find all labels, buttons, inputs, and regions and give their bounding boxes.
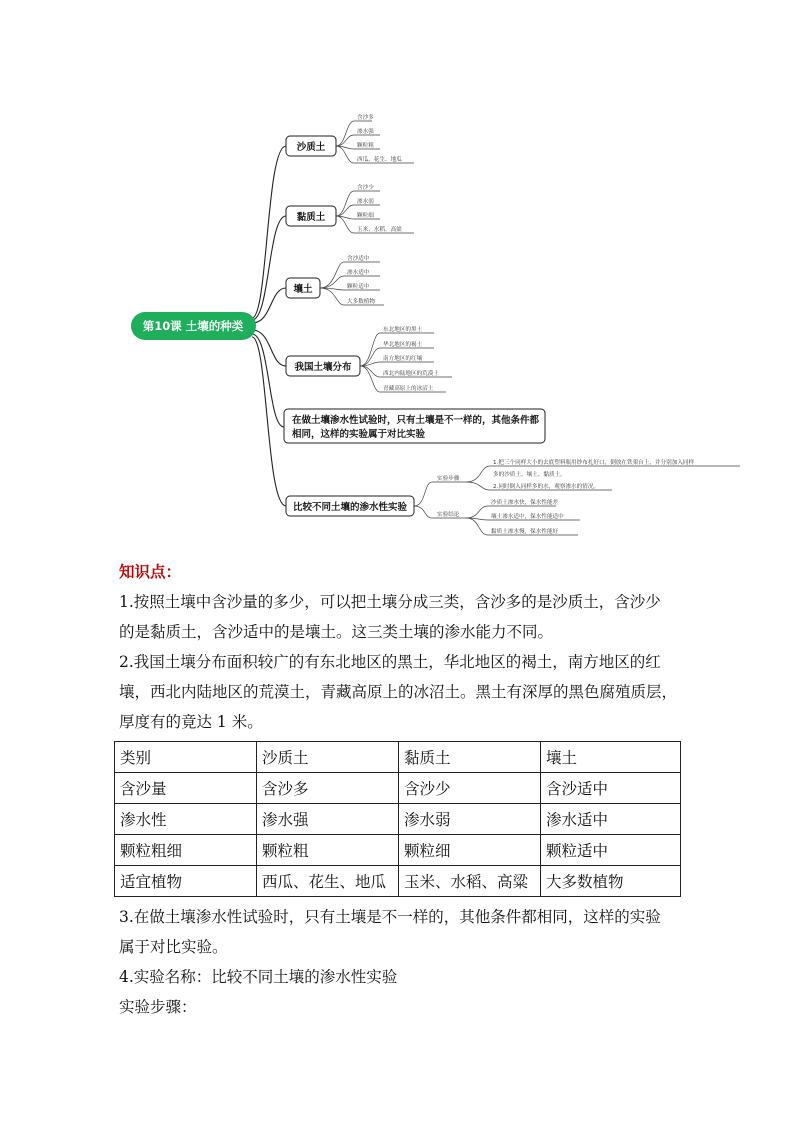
node-contrast-experiment-line2: 相同，这样的实验属于对比实验 [292,429,426,440]
knowledge-section-continued [119,902,679,1022]
leaf-text: 含沙少 [357,185,374,191]
leaf-text: 青藏高原上的冰沼土 [383,386,434,392]
table-cell: 壤土 [541,742,681,773]
node-contrast-experiment-line1: 在做土壤渗水性试验时，只有土壤是不一样的，其他条件都 [292,415,540,426]
table-cell: 西瓜、花生、地瓜 [257,866,399,897]
mind-map-root-label: 第10课 土壤的种类 [142,319,244,333]
table-cell: 含沙量 [115,773,257,804]
table-cell: 颗粒适中 [541,835,681,866]
node-permeability-experiment-label: 比较不同土壤的渗水性实验 [292,502,408,513]
table-cell: 黏质土 [399,742,541,773]
table-cell: 大多数植物 [541,866,681,897]
paragraph-3-line-2: 属于对比实验。 [119,938,228,956]
table-cell: 渗水性 [115,804,257,835]
paragraph-5: 实验步骤： [119,998,197,1016]
paragraph-2-line-3: 厚度有的竟达 1 米。 [119,713,263,731]
table-cell: 渗水适中 [541,804,681,835]
table-row [115,866,681,897]
mind-map [0,0,794,545]
table-row [115,773,681,804]
leaf-text: 2.同时倒入同样多的水，观察渗水的情况。 [493,484,600,490]
leaf-text: 华北地区的褐土 [383,342,423,348]
sub-node-steps: 实验步骤 [437,476,460,482]
table-cell: 含沙少 [399,773,541,804]
leaf-text: 沙质土渗水快，保水性能差 [491,500,559,506]
paragraph-2-line-1: 2.我国土壤分布面积较广的有东北地区的黑土，华北地区的褐土，南方地区的红 [119,653,661,671]
table-cell: 渗水弱 [399,804,541,835]
paragraph-2-line-2: 壤，西北内陆地区的荒漠土，青藏高原上的冰沼土。黑土有深厚的黑色腐殖质层， [119,683,678,701]
table-cell: 颗粒粗 [257,835,399,866]
leaf-text: 含沙适中 [347,256,370,262]
leaf-text: 含沙多 [357,115,374,121]
table-cell: 渗水强 [257,804,399,835]
knowledge-section [119,557,679,737]
table-cell: 含沙多 [257,773,399,804]
table-row [115,804,681,835]
node-soil-distribution-label: 我国土壤分布 [294,362,352,373]
leaf-text: 渗水适中 [347,270,370,276]
soil-comparison-table [114,741,681,897]
knowledge-heading: 知识点： [119,562,182,581]
table-cell: 颗粒细 [399,835,541,866]
leaf-text: 渗水弱 [357,199,374,205]
leaf-text: 西北内陆地区的荒漠土 [383,371,439,377]
node-loam-label: 壤土 [293,284,313,295]
mind-map-leaves [347,113,695,535]
leaf-text: 多的沙质土、壤土、黏质土。 [493,472,566,478]
leaf-text: 渗水强 [357,129,374,135]
leaf-text: 颗粒适中 [347,284,370,290]
leaf-text: 颗粒粗 [357,143,374,149]
table-row [115,742,681,773]
table-cell: 沙质土 [257,742,399,773]
leaf-text: 壤土渗水适中，保水性能适中 [491,514,564,520]
leaf-text: 颗粒细 [357,213,374,219]
table-cell: 类别 [115,742,257,773]
leaf-text: 黏质土渗水慢，保水性能好 [491,529,559,535]
paragraph-1-line-2: 的是黏质土，含沙适中的是壤土。这三类土壤的渗水能力不同。 [119,623,554,641]
leaf-text: 东北地区的黑土 [383,327,423,333]
paragraph-4: 4.实验名称：比较不同土壤的渗水性实验 [119,968,398,986]
paragraph-1-line-1: 1.按照土壤中含沙量的多少，可以把土壤分成三类，含沙多的是沙质土，含沙少 [119,593,661,611]
table-cell: 适宜植物 [115,866,257,897]
paragraph-3-line-1: 3.在做土壤渗水性试验时，只有土壤是不一样的，其他条件都相同，这样的实验 [119,908,661,926]
mind-map-branches [252,146,286,506]
leaf-text: 1.把三个同样大小的去底塑料瓶用纱布扎好口，倒放在铁架台上，并分别加入同样 [493,460,695,466]
leaf-text: 玉米、水稻、高粱 [357,227,402,233]
leaf-text: 大多数植物 [347,299,375,305]
sub-node-conclusion: 实验结论 [437,512,460,518]
table-cell: 颗粒粗细 [115,835,257,866]
node-clay-soil-label: 黏质土 [296,212,326,223]
leaf-text: 西瓜、花生、地瓜 [357,157,402,163]
leaf-text: 南方地区的红壤 [383,356,423,362]
table-cell: 玉米、水稻、高粱 [399,866,541,897]
node-sandy-soil-label: 沙质土 [296,142,326,153]
table-cell: 含沙适中 [541,773,681,804]
table-row [115,835,681,866]
